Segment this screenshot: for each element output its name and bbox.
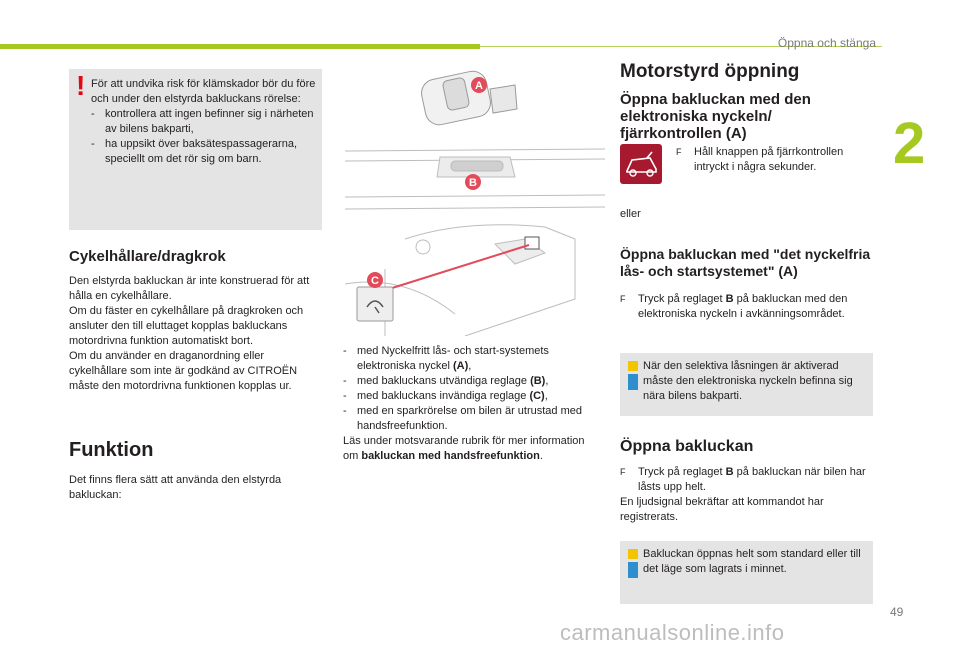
page-number: 49 [890,605,904,619]
step-marker-icon: F [676,147,682,157]
chapter-number: 2 [893,111,926,176]
list-item: - med Nyckelfritt lås- och start-systemets elektroniska nyckel (A), [343,345,549,372]
tailgate-button-icon [357,287,393,321]
sub3-heading: Öppna bakluckan [620,438,754,455]
funktion-heading: Funktion [69,439,154,461]
methods-list [343,344,593,434]
callout-b-label: B [469,177,477,189]
callout-a-label: A [475,80,483,92]
running-title: Öppna och stänga [777,36,876,50]
sub2-step: F Tryck på reglaget B på bakluckan med den elektroniska nyckeln i avkänningsområdet. [620,293,848,320]
remote-tailgate-icon [620,144,662,184]
list-item: - kontrollera att ingen befinner sig i närheten av bilens bakparti, [91,108,314,135]
callout-c-label: C [371,275,379,287]
info-box-selective: När den selektiva låsningen är aktiverad måste den elektroniska nyckeln befinna sig nära bilens bakparti. [620,353,873,416]
list-item: - med bakluckans utvändiga reglage (B), [343,375,549,387]
reference-text: Läs under motsvarande rubrik för mer information om bakluckan med handsfreefunktion. [343,435,585,462]
tailgate-figure [345,69,605,336]
info-box-default: Bakluckan öppnas helt som standard eller till det läge som lagrats i minnet. [620,541,873,604]
funktion-text: Det finns flera sätt att använda den elstyrda bakluckan: [69,474,282,501]
watermark: carmanualsonline.info [560,620,785,645]
methods-text [343,344,593,464]
tailgate-illustration [345,69,605,336]
warning-text [91,77,317,167]
warning-intro: För att undvika risk för klämskador bör du före och under den elstyrda bakluckans rörelse: [91,78,316,105]
sub1-step: F Håll knappen på fjärrkontrollen intryckt i några sekunder. [676,146,844,173]
callout-line [389,245,529,289]
step-marker-icon: F [620,294,626,304]
cykel-text: Den elstyrda bakluckan är inte konstruerad för att hålla en cykelhållare. Om du fäster en cykelhållare på dragkroken och ansluter den till eluttaget kopplas bakluckans motordrivna funktion automatiskt bort. Om du använder en draganordning eller cykelhållare som inte är godkänd av CITROËN måste den motordrivna funktionen kopplas ur. [69,275,310,392]
list-item: - med bakluckans invändiga reglage (C), [343,390,548,402]
warning-icon: ! [76,70,86,101]
cykel-heading: Cykelhållare/dragkrok [69,248,226,265]
list-item: - ha uppsikt över baksätespassagerarna, speciellt om det rör sig om barn. [91,138,298,165]
key-fob-icon [419,69,517,127]
sub2-heading: Öppna bakluckan med "det nyckelfria lås- och startsystemet" (A) [620,246,871,279]
inner-switch-icon [525,237,539,249]
step-marker-icon: F [620,467,626,477]
motorstyrd-heading: Motorstyrd öppning [620,61,800,82]
header-accent-bar [0,44,480,49]
list-item: - med en sparkrörelse om bilen är utrustad med handsfreefunktion. [343,405,582,432]
sub1-heading: Öppna bakluckan med den elektroniska nyckeln/ fjärrkontrollen (A) [620,91,811,142]
eller-text: eller [620,208,641,220]
warning-list [91,107,317,167]
sub3-step: F Tryck på reglaget B på bakluckan när bilen har låsts upp helt. En ljudsignal bekräftar att kommandot har registrerats. [620,466,866,523]
